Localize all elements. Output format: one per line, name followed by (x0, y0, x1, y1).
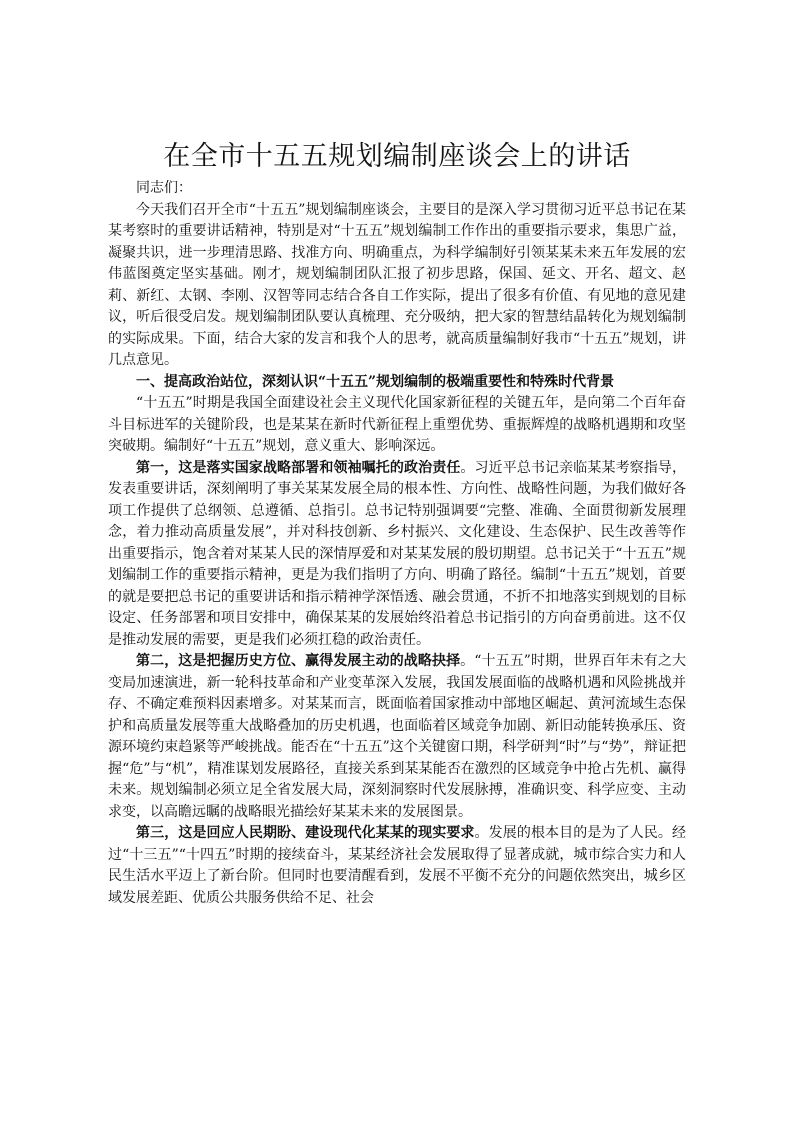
point-1-body: 。习近平总书记亲临某某考察指导，发表重要讲话，深刻阐明了事关某某发展全局的根本性、方向性、战略性问题，为我们做好各项工作提供了总纲领、总遵循、总指引。总书记特别强调要“完整、准确、全面贯彻新发展理念，着力推动高质量发展”，并对科技创新、乡村振兴、文化建设、生态保护、民生改善等作出重要指示，饱含着对某某人民的深情厚爱和对某某发展的殷切期望。总书记关于“十五五”规划编制工作的重要指示精神，更是为我们指明了方向、明确了路径。编制“十五五”规划，首要的就是要把总书记的重要讲话和指示精神学深悟透、融会贯通，不折不扣地落实到规划的目标设定、任务部署和项目安排中，确保某某的发展始终沿着总书记指引的方向奋勇前进。这不仅是推动发展的需要，更是我们必须扛稳的政治责任。 (108, 459, 687, 648)
point-3-lead: 第三，这是回应人民期盼、建设现代化某某的现实要求 (136, 825, 475, 841)
point-1-lead: 第一，这是落实国家战略部署和领袖嘱托的政治责任 (136, 459, 461, 476)
intro-paragraph: 今天我们召开全市“十五五”规划编制座谈会，主要目的是深入学习贯彻习近平总书记在某某考察时的重要讲话精神，特别是对“十五五”规划编制工作作出的重要指示要求，集思广益，凝聚共识，进一步理清思路、找准方向、明确重点，为科学编制好引领某某未来五年发展的宏伟蓝图奠定坚实基础。刚才，规划编制团队汇报了初步思路，保国、延文、开名、超文、赵莉、新红、太钢、李刚、汉智等同志结合各自工作实际，提出了很多有价值、有见地的意见建议，听后很受启发。规划编制团队要认真梳理、充分吸纳，把大家的智慧结晶转化为规划编制的实际成果。下面，结合大家的发言和我个人的思考，就高质量编制好我市“十五五”规划，讲几点意见。 (108, 201, 686, 368)
document-title: 在全市十五五规划编制座谈会上的讲话 (163, 141, 631, 172)
greeting: 同志们： (136, 180, 192, 196)
point-2-lead: 第二，这是把握历史方位、赢得发展主动的战略抉择 (136, 653, 461, 669)
point-2-body: 。“十五五”时期，世界百年未有之大变局加速演进，新一轮科技革命和产业变革深入发展，我国发展面临的战略机遇和风险挑战并存、不确定难预料因素增多。对某某而言，既面临着国家推动中部地区崛起、黄河流域生态保护和高质量发展等重大战略叠加的历史机遇，也面临着区域竞争加剧、新旧动能转换承压、资源环境约束趋紧等严峻挑战。能否在“十五五”这个关键窗口期，科学研判“时”与“势”，辩证把握“危”与“机”，精准谋划发展路径，直接关系到某某能否在激烈的区域竞争中抢占先机、赢得未来。规划编制必须立足全省发展大局，深刻洞察时代发展脉搏，准确识变、科学应变、主动求变，以高瞻远瞩的战略眼光描绘好某某未来的发展图景。 (108, 653, 686, 820)
document-body (108, 138, 686, 909)
section-1-intro-paragraph: “十五五”时期是我国全面建设社会主义现代化国家新征程的关键五年，是向第二个百年奋斗目标进军的关键阶段，也是某某在新时代新征程上重塑优势、重振辉煌的战略机遇期和攻坚突破期。编制好“十五五”规划，意义重大、影响深远。 (108, 395, 686, 454)
point-3-body: 。发展的根本目的是为了人民。经过“十三五”“十四五”时期的接续奋斗，某某经济社会发展取得了显著成就，城市综合实力和人民生活水平迈上了新台阶。但同时也要清醒看到，发展不平衡不充分的问题依然突出，城乡区域发展差距、优质公共服务供给不足、社会 (108, 825, 687, 906)
point-2-paragraph (108, 651, 686, 823)
point-3-paragraph (108, 823, 686, 909)
point-1-paragraph (108, 458, 686, 652)
section-heading-1: 一、提高政治站位，深刻认识“十五五”规划编制的极端重要性和特殊时代背景 (136, 373, 615, 390)
